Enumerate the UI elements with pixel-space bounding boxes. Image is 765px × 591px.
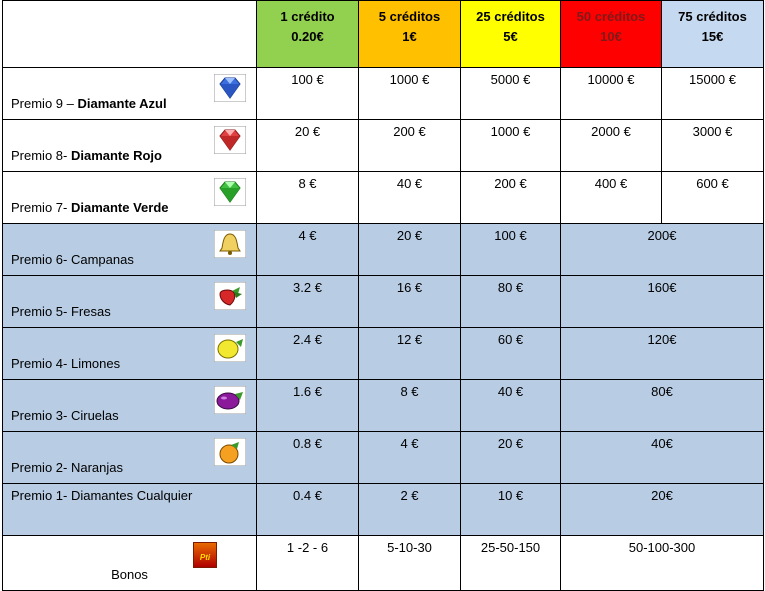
prize-row-5: [3, 276, 764, 328]
prize-row-7: [3, 172, 764, 224]
prize-value: 15000 €: [662, 68, 764, 120]
prize-value: 3.2 €: [257, 276, 359, 328]
prize-row-8: [3, 120, 764, 172]
prize-value: 4 €: [359, 432, 461, 484]
prize-label: Premio 2- Naranjas: [11, 460, 123, 475]
header-bet-5: 5 créditos 1€: [359, 1, 461, 68]
blue-diamond-icon: [214, 74, 246, 102]
prize-row-4: [3, 328, 764, 380]
header-bet-50: 50 créditos 10€: [561, 1, 662, 68]
lemon-icon: [214, 334, 246, 362]
prize-value: 60 €: [461, 328, 561, 380]
prize-value: 12 €: [359, 328, 461, 380]
prize-row-6: [3, 224, 764, 276]
prize-row-3: [3, 380, 764, 432]
header-row: [3, 1, 764, 68]
prize-row-1: [3, 484, 764, 536]
bonus-label: Bonos: [111, 567, 148, 582]
prize-value: 100 €: [461, 224, 561, 276]
prize-name-cell: [3, 224, 257, 276]
bonus-value: 5-10-30: [359, 536, 461, 591]
prize-label: Premio 5- Fresas: [11, 304, 111, 319]
prize-value: 20 €: [359, 224, 461, 276]
bonus-value: 25-50-150: [461, 536, 561, 591]
prize-label: Premio 6- Campanas: [11, 252, 134, 267]
red-diamond-icon: [214, 126, 246, 154]
prize-value: 3000 €: [662, 120, 764, 172]
prize-value: 40 €: [461, 380, 561, 432]
prize-label: Premio 4- Limones: [11, 356, 121, 371]
prize-name-cell: [3, 328, 257, 380]
prize-value: 2000 €: [561, 120, 662, 172]
prize-name-cell: [3, 120, 257, 172]
prize-value: 8 €: [257, 172, 359, 224]
prize-value: 2 €: [359, 484, 461, 536]
prize-value-merged: 200€: [561, 224, 764, 276]
prize-name-cell: [3, 172, 257, 224]
prize-value: 10 €: [461, 484, 561, 536]
header-empty-cell: [3, 1, 257, 68]
prize-value: 1.6 €: [257, 380, 359, 432]
prize-value: 10000 €: [561, 68, 662, 120]
prize-value: 40 €: [359, 172, 461, 224]
header-bet-25: 25 créditos 5€: [461, 1, 561, 68]
bonus-value-merged: 50-100-300: [561, 536, 764, 591]
strawberry-icon: [214, 282, 246, 310]
prize-value-merged: 20€: [561, 484, 764, 536]
pti-icon: Pti: [193, 542, 217, 568]
paytable: [2, 0, 764, 591]
prize-label: Premio 3- Ciruelas: [11, 408, 119, 423]
prize-value: 1000 €: [461, 120, 561, 172]
prize-value: 20 €: [461, 432, 561, 484]
prize-label: Premio 9 – Diamante Azul: [11, 96, 167, 111]
prize-value: 5000 €: [461, 68, 561, 120]
prize-value: 0.8 €: [257, 432, 359, 484]
plum-icon: [214, 386, 246, 414]
prize-name-cell: [3, 484, 257, 536]
prize-value: 80 €: [461, 276, 561, 328]
prize-name-cell: [3, 432, 257, 484]
prize-value: 400 €: [561, 172, 662, 224]
orange-icon: [214, 438, 246, 466]
prize-value: 4 €: [257, 224, 359, 276]
prize-value: 2.4 €: [257, 328, 359, 380]
prize-value: 200 €: [461, 172, 561, 224]
bonus-row: [3, 536, 764, 591]
header-bet-1: 1 crédito 0.20€: [257, 1, 359, 68]
prize-row-9: [3, 68, 764, 120]
prize-name-cell: [3, 68, 257, 120]
prize-value: 16 €: [359, 276, 461, 328]
prize-label: Premio 7- Diamante Verde: [11, 200, 169, 215]
prize-value-merged: 40€: [561, 432, 764, 484]
prize-value: 8 €: [359, 380, 461, 432]
prize-name-cell: [3, 380, 257, 432]
green-diamond-icon: [214, 178, 246, 206]
header-bet-75: 75 créditos 15€: [662, 1, 764, 68]
bell-icon: [214, 230, 246, 258]
prize-value-merged: 120€: [561, 328, 764, 380]
prize-value: 600 €: [662, 172, 764, 224]
bonus-name-cell: [3, 536, 257, 591]
prize-row-2: [3, 432, 764, 484]
prize-value: 100 €: [257, 68, 359, 120]
prize-value: 200 €: [359, 120, 461, 172]
prize-label: Premio 8- Diamante Rojo: [11, 148, 162, 163]
bonus-value: 1 -2 - 6: [257, 536, 359, 591]
prize-name-cell: [3, 276, 257, 328]
prize-value: 1000 €: [359, 68, 461, 120]
prize-value: 20 €: [257, 120, 359, 172]
prize-label: Premio 1- Diamantes Cualquier: [11, 488, 193, 503]
prize-value: 0.4 €: [257, 484, 359, 536]
prize-value-merged: 160€: [561, 276, 764, 328]
prize-value-merged: 80€: [561, 380, 764, 432]
